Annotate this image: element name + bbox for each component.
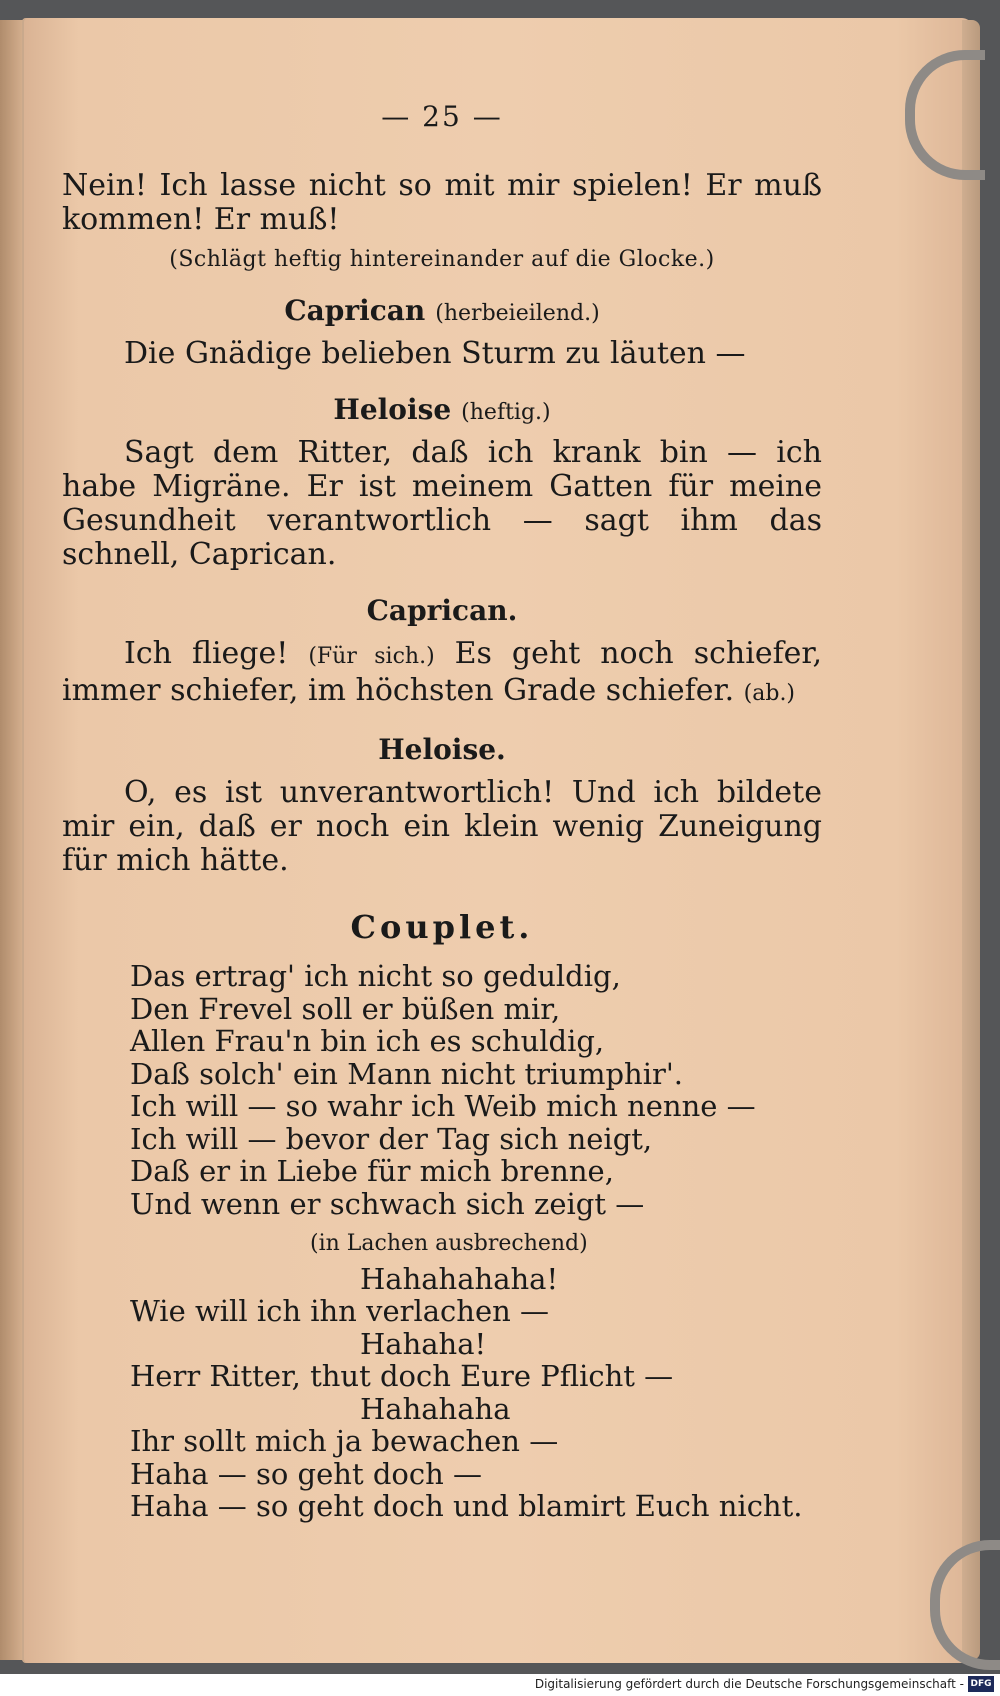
verse-line: Den Frevel soll er büßen mir, bbox=[130, 991, 561, 1026]
footer-credit: Digitalisierung gefördert durch die Deutsche Forschungsgemeinschaft - bbox=[534, 1677, 964, 1691]
footer-bar bbox=[0, 1674, 1000, 1696]
verse-laugh: Hahaha! bbox=[360, 1326, 487, 1361]
stage-direction: (in Lachen ausbrechend) bbox=[310, 1231, 588, 1256]
verse-line: Daß solch' ein Mann nicht triumphir'. bbox=[130, 1056, 684, 1091]
speaker-label: Caprican bbox=[284, 294, 426, 327]
page-text bbox=[62, 100, 822, 1523]
verse-line: Wie will ich ihn verlachen — bbox=[130, 1294, 550, 1328]
speaker-name bbox=[62, 733, 822, 766]
verse-line: Das ertrag' ich nicht so geduldig, bbox=[130, 959, 621, 993]
page-number: — 25 — bbox=[381, 100, 503, 133]
speaker-name bbox=[62, 594, 822, 627]
verse-laugh: Hahahahaha! bbox=[360, 1261, 559, 1296]
dialogue-segment: Es geht noch schiefer, immer schiefer, im höchsten Grade schiefer. bbox=[62, 636, 823, 708]
speaker-label: Heloise bbox=[333, 393, 452, 426]
verse-line: Und wenn er schwach sich zeigt — bbox=[130, 1186, 645, 1221]
verse-line: Ihr sollt mich ja bewachen — bbox=[130, 1424, 559, 1458]
speaker-name bbox=[62, 393, 822, 426]
couplet-title: Couplet. bbox=[350, 908, 534, 946]
stage-direction: (Schlägt heftig hintereinander auf die Glocke.) bbox=[169, 247, 715, 272]
dialogue-text: O, es ist unverantwortlich! Und ich bildete mir ein, daß er noch ein klein wenig Zuneigung für mich hätte. bbox=[62, 775, 822, 878]
verse-laugh: Hahahaha bbox=[360, 1391, 511, 1426]
dialogue-text: Nein! Ich lasse nicht so mit mir spielen! Er muß kommen! Er muß! bbox=[62, 168, 822, 237]
verse-line: Herr Ritter, thut doch Eure Pflicht — bbox=[130, 1359, 674, 1393]
verse-line: Haha — so geht doch und blamirt Euch nicht. bbox=[130, 1489, 803, 1523]
dialogue-text: Sagt dem Ritter, daß ich krank bin — ich habe Migräne. Er ist meinem Gatten für meine Gesundheit verantwortlich — sagt ihm das schnell, Caprican. bbox=[62, 435, 822, 572]
speaker-label: Heloise. bbox=[378, 733, 506, 766]
stage-direction: (herbeieilend.) bbox=[435, 301, 600, 326]
verse-line: Ich will — so wahr ich Weib mich nenne — bbox=[130, 1089, 756, 1123]
dfg-logo-icon: DFG bbox=[968, 1676, 994, 1692]
page-stack-edge bbox=[962, 20, 980, 1660]
stage-direction: (heftig.) bbox=[461, 400, 551, 425]
speaker-name bbox=[62, 294, 822, 327]
verse-line: Haha — so geht doch — bbox=[130, 1456, 482, 1491]
dialogue-text: Die Gnädige belieben Sturm zu läuten — bbox=[124, 336, 746, 371]
verse-line: Daß er in Liebe für mich brenne, bbox=[130, 1154, 614, 1188]
speaker-label: Caprican. bbox=[366, 594, 518, 627]
verse-line: Allen Frau'n bin ich es schuldig, bbox=[130, 1024, 605, 1058]
verse-line: Ich will — bevor der Tag sich neigt, bbox=[130, 1121, 653, 1156]
couplet-verse bbox=[130, 960, 822, 1523]
dialogue-segment: Ich fliege! bbox=[124, 636, 289, 671]
stage-direction: (ab.) bbox=[743, 681, 796, 706]
dialogue-text bbox=[62, 637, 822, 711]
stage-direction: (Für sich.) bbox=[308, 644, 435, 669]
